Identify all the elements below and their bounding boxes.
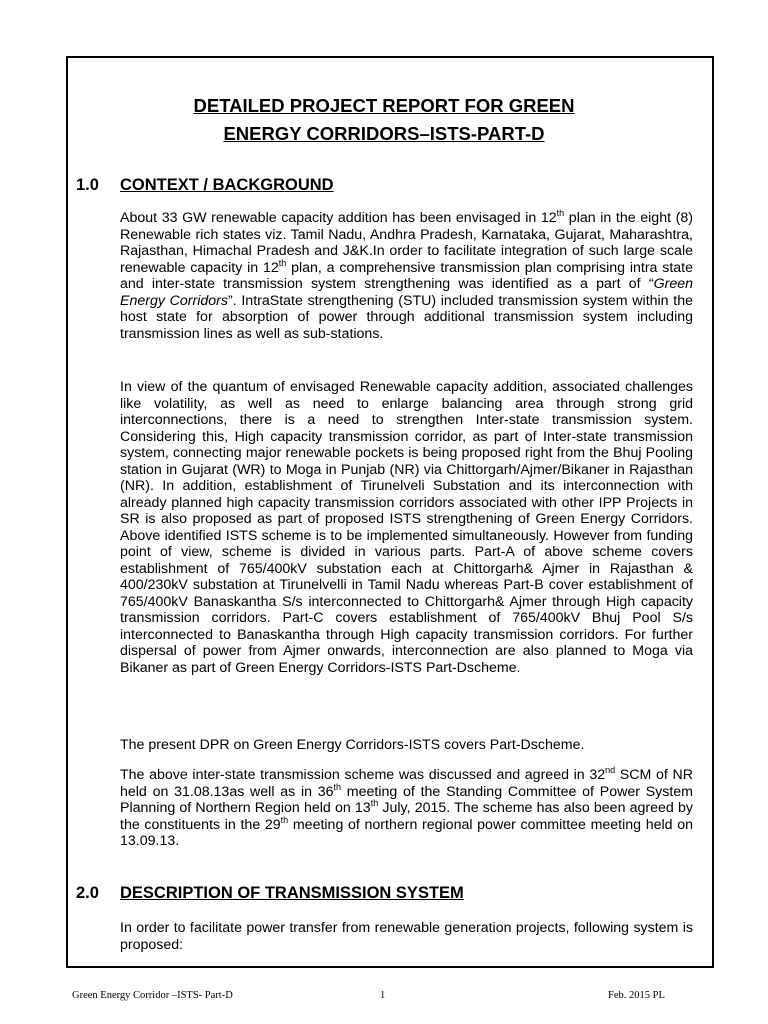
footer-document-name: Green Energy Corridor –ISTS- Part-D	[72, 990, 233, 1001]
paragraph-context: About 33 GW renewable capacity addition has been envisaged in 12th plan in the eight (8) Renewable rich states viz. Tamil Nadu, Andhra Pradesh, Karnataka, Gujarat, Maharashtra, Rajasthan, Himachal Pradesh and J&K.In order to facilitate integration of such large scale renewable capacity in 12th plan, a comprehensive transmission plan comprising intra state and inter-state transmission system strengthening was identified as a part of “Green Energy Corridors”. IntraState strengthening (STU) included transmission system within the host state for absorption of power through additional transmission system including transmission lines as well as sub-stations.	[120, 208, 693, 342]
paragraph-scheme-agreed: The above inter-state transmission scheme was discussed and agreed in 32nd SCM of NR held on 31.08.13as well as in 36th meeting of the Standing Committee of Power System Planning of Northern Region held on 13th July, 2015. The scheme has also been agreed by the constituents in the 29th meeting of northern regional power committee meeting held on 13.09.13.	[120, 765, 694, 849]
document-title-line-2: ENERGY CORRIDORS–ISTS-PART-D	[223, 123, 545, 144]
section-1-number: 1.0	[76, 176, 99, 194]
section-2-heading: DESCRIPTION OF TRANSMISSION SYSTEM	[120, 884, 464, 902]
section-2-number: 2.0	[76, 884, 99, 902]
paragraph-description: In order to facilitate power transfer from renewable generation projects, following system is proposed:	[120, 920, 693, 953]
paragraph-quantum: In view of the quantum of envisaged Renewable capacity addition, associated challenges like volatility, as well as need to enlarge balancing area through strong grid interconnections, there is a need to strengthen Inter-state transmission system. Considering this, High capacity transmission corridor, as part of Inter-state transmission system, connecting major renewable pockets is being proposed right from the Bhuj Pooling station in Gujarat (WR) to Moga in Punjab (NR) via Chittorgarh/Ajmer/Bikaner in Rajasthan (NR). In addition, establishment of Tirunelveli Substation and its interconnection with already planned high capacity transmission corridors associated with other IPP Projects in SR is also proposed as part of proposed ISTS strengthening of Green Energy Corridors. Above identified ISTS scheme is to be implemented simultaneously. However from funding point of view, scheme is divided in various parts. Part-A of above scheme covers establishment of 765/400kV substation each at Chittorgarh& Ajmer in Rajasthan & 400/230kV substation at Tirunelvelli in Tamil Nadu whereas Part-B cover establishment of 765/400kV Banaskantha S/s interconnected to Chittorgarh& Ajmer through High capacity transmission corridors. Part-C covers establishment of 765/400kV Bhuj Pool S/s interconnected to Banaskantha through High capacity transmission corridors. For further dispersal of power from Ajmer onwards, interconnection are also planned to Moga via Bikaner as part of Green Energy Corridors-ISTS Part-Dscheme.	[120, 379, 693, 676]
document-title-line-1: DETAILED PROJECT REPORT FOR GREEN	[193, 95, 575, 116]
footer-page-number: 1	[380, 990, 386, 1001]
footer-date: Feb. 2015 PL	[608, 990, 665, 1001]
paragraph-present-dpr: The present DPR on Green Energy Corridors-ISTS covers Part-Dscheme.	[120, 737, 585, 753]
section-1-heading: CONTEXT / BACKGROUND	[120, 176, 334, 194]
